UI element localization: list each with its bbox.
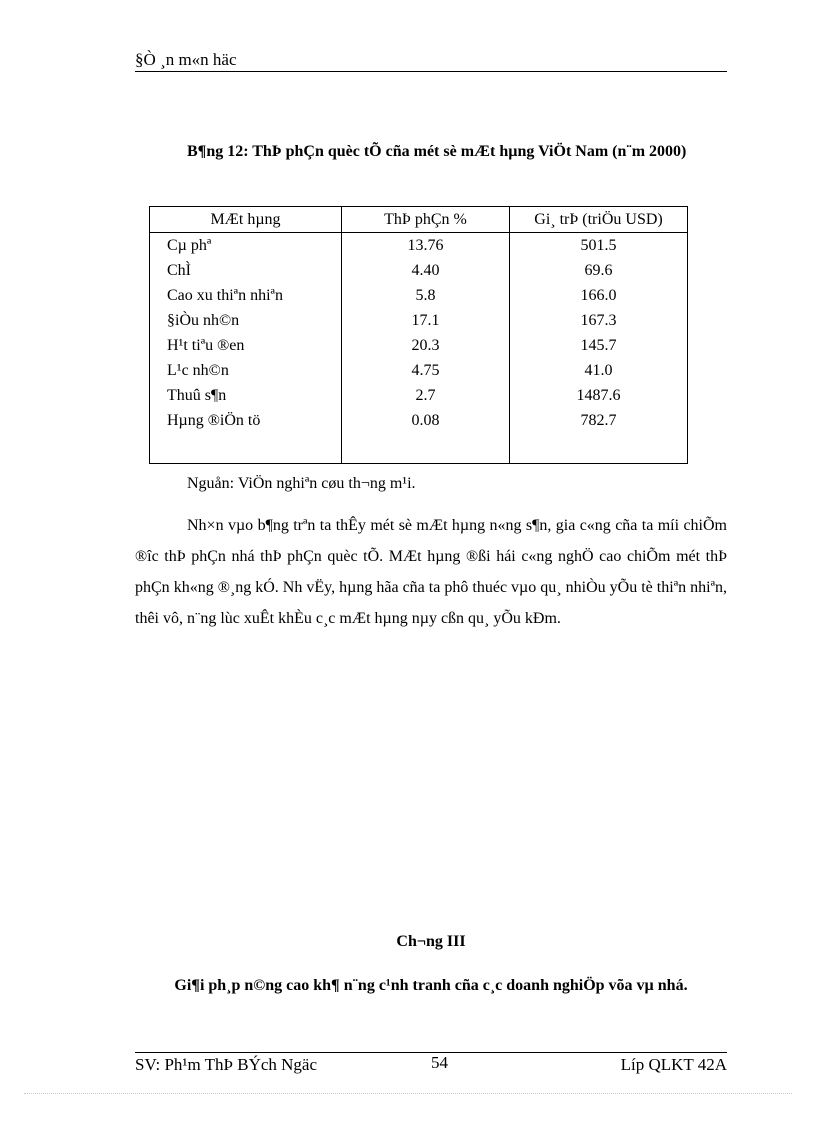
cell-product: Hµng ®iÖn tö <box>150 408 342 433</box>
page-header: §Ò ¸n m«n häc <box>135 50 237 69</box>
cell-product: L¹c nh©n <box>150 358 342 383</box>
cell-share: 20.3 <box>342 333 510 358</box>
cell-value: 167.3 <box>510 308 688 333</box>
cell-empty <box>150 433 342 464</box>
footer-class: Líp QLKT 42A <box>620 1055 727 1074</box>
table-caption: B¶ng 12: ThÞ phÇn quèc tÕ cña mét sè mÆt hµng ViÖt Nam (n¨m 2000) <box>187 143 687 160</box>
cell-share: 2.7 <box>342 383 510 408</box>
cell-product: H¹t tiªu ®en <box>150 333 342 358</box>
market-share-table <box>149 206 688 464</box>
cell-share: 4.40 <box>342 258 510 283</box>
cell-share: 4.75 <box>342 358 510 383</box>
footer-author: SV: Ph¹m ThÞ BÝch Ngäc <box>135 1055 318 1074</box>
cell-value: 69.6 <box>510 258 688 283</box>
table-row <box>150 408 688 433</box>
header-divider <box>135 71 727 72</box>
table-row <box>150 358 688 383</box>
cell-value: 501.5 <box>510 233 688 259</box>
cell-empty <box>342 433 510 464</box>
cell-value: 145.7 <box>510 333 688 358</box>
cell-product: §iÒu nh©n <box>150 308 342 333</box>
body-paragraph: Nh×n vµo b¶ng trªn ta thÊy mét sè mÆt hµng n«ng s¶n, gia c«ng cña ta míi chiÕm ®îc thÞ phÇn nhá thÞ phÇn quèc tÕ. MÆt hµng ®ßi hái c«ng nghÖ cao chiÕm mét thÞ phÇn kh«ng ®¸ng kÓ. Nh vËy, hµng hãa cña ta phô thuéc vµo qu¸ nhiÒu yÕu tè thiªn nhiªn, thêi vô, n¨ng lùc xuÊt khÈu c¸c mÆt hµng nµy cßn qu¸ yÕu kÐm. <box>135 517 727 627</box>
cell-empty <box>510 433 688 464</box>
page-bottom-border <box>24 1093 792 1094</box>
cell-value: 166.0 <box>510 283 688 308</box>
table-row <box>150 233 688 259</box>
cell-product: Thuû s¶n <box>150 383 342 408</box>
table-row <box>150 383 688 408</box>
cell-product: ChÌ <box>150 258 342 283</box>
cell-share: 17.1 <box>342 308 510 333</box>
chapter-heading: Ch¬ng III <box>396 933 466 950</box>
cell-value: 1487.6 <box>510 383 688 408</box>
table-empty-row <box>150 433 688 464</box>
table-row <box>150 333 688 358</box>
cell-share: 0.08 <box>342 408 510 433</box>
cell-value: 41.0 <box>510 358 688 383</box>
column-header-product: MÆt hµng <box>150 207 342 233</box>
column-header-share: ThÞ phÇn % <box>342 207 510 233</box>
table-row <box>150 258 688 283</box>
column-header-value: Gi¸ trÞ (triÖu USD) <box>510 207 688 233</box>
table-source-note: Nguån: ViÖn nghiªn cøu th¬ng m¹i. <box>187 475 416 492</box>
cell-product: Cµ phª <box>150 233 342 259</box>
cell-value: 782.7 <box>510 408 688 433</box>
cell-product: Cao xu thiªn nhiªn <box>150 283 342 308</box>
table-row <box>150 283 688 308</box>
cell-share: 13.76 <box>342 233 510 259</box>
chapter-title: Gi¶i ph¸p n©ng cao kh¶ n¨ng c¹nh tranh cña c¸c doanh nghiÖp võa vµ nhá. <box>174 977 688 994</box>
table-header-row <box>150 207 688 233</box>
cell-share: 5.8 <box>342 283 510 308</box>
table-row <box>150 308 688 333</box>
page-number: 54 <box>431 1053 448 1072</box>
